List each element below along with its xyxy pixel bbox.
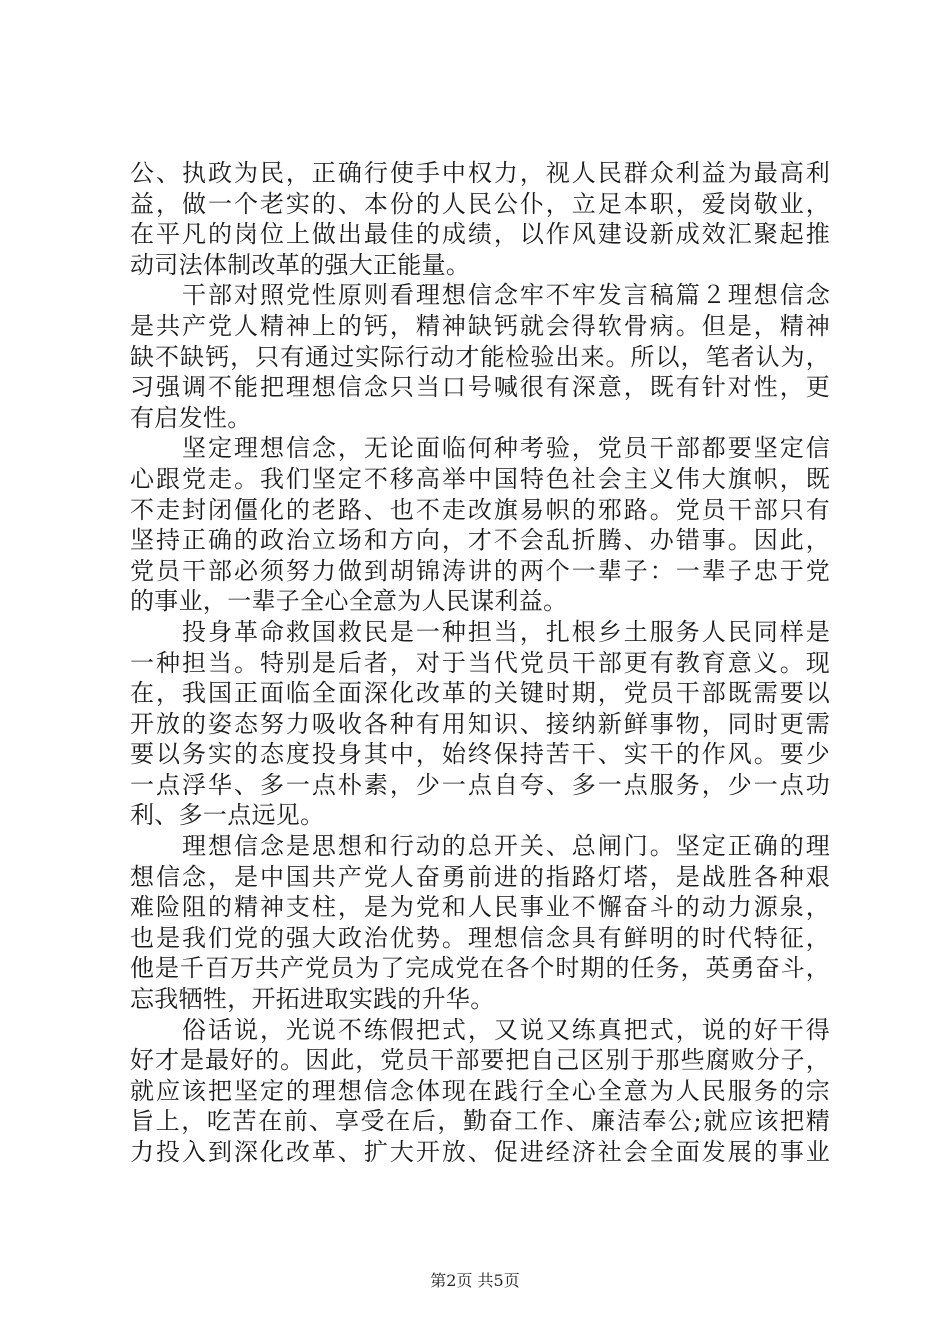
- text-line: 难险阻的精神支柱，是为党和人民事业不懈奋斗的动力源泉，: [130, 893, 830, 922]
- page-footer: [0, 1268, 950, 1291]
- text-line: 一点浮华、多一点朴素，少一点自夸、多一点服务，少一点功: [130, 770, 830, 799]
- paragraph: [130, 433, 830, 617]
- text-line: 利、多一点远见。: [130, 801, 325, 830]
- text-line: 俗话说，光说不练假把式，又说又练真把式，说的好干得: [182, 1015, 830, 1044]
- text-line: 想信念，是中国共产党人奋勇前进的指路灯塔，是战胜各种艰: [130, 862, 830, 891]
- paragraph: [130, 158, 830, 280]
- text-line: 要以务实的态度投身其中，始终保持苦干、实干的作风。要少: [130, 740, 830, 769]
- text-line: 好才是最好的。因此，党员干部要把自己区别于那些腐败分子，: [130, 1046, 830, 1075]
- text-line: 干部对照党性原则看理想信念牢不牢发言稿篇２理想信念: [182, 281, 830, 310]
- paragraph: [130, 1015, 830, 1168]
- text-line: 缺不缺钙，只有通过实际行动才能检验出来。所以，笔者认为，: [130, 342, 830, 371]
- paragraph: [130, 831, 830, 1015]
- paragraph: [130, 280, 830, 433]
- text-line: 党员干部必须努力做到胡锦涛讲的两个一辈子：一辈子忠于党: [130, 556, 830, 585]
- text-line: 益，做一个老实的、本份的人民公仆，立足本职，爱岗敬业，: [130, 189, 830, 218]
- text-line: 投身革命救国救民是一种担当，扎根乡土服务人民同样是: [182, 617, 830, 646]
- page-number-label: 第2页 共5页: [430, 1271, 520, 1290]
- text-line: 就应该把坚定的理想信念体现在践行全心全意为人民服务的宗: [130, 1076, 830, 1105]
- text-line: 心跟党走。我们坚定不移高举中国特色社会主义伟大旗帜，既: [130, 464, 830, 493]
- text-line: 在，我国正面临全面深化改革的关键时期，党员干部既需要以: [130, 679, 830, 708]
- text-line: 在平凡的岗位上做出最佳的成绩，以作风建设新成效汇聚起推: [130, 220, 830, 249]
- paragraph: [130, 617, 830, 831]
- text-line: 力投入到深化改革、扩大开放、促进经济社会全面发展的事业: [130, 1138, 830, 1166]
- text-line: 开放的姿态努力吸收各种有用知识、接纳新鲜事物，同时更需: [130, 709, 830, 738]
- text-line: 动司法体制改革的强大正能量。: [130, 250, 471, 279]
- text-line: 坚持正确的政治立场和方向，才不会乱折腾、办错事。因此，: [130, 526, 830, 555]
- text-line: 他是千百万共产党员为了完成党在各个时期的任务，英勇奋斗，: [130, 954, 830, 983]
- text-line: 也是我们党的强大政治优势。理想信念具有鲜明的时代特征，: [130, 923, 830, 952]
- text-line: 是共产党人精神上的钙，精神缺钙就会得软骨病。但是，精神: [130, 311, 830, 340]
- text-line: 一种担当。特别是后者，对于当代党员干部更有教育意义。现: [130, 648, 830, 677]
- text-line: 有启发性。: [130, 403, 252, 432]
- text-line: 理想信念是思想和行动的总开关、总闸门。坚定正确的理: [182, 832, 830, 861]
- text-line: 不走封闭僵化的老路、也不走改旗易帜的邪路。党员干部只有: [130, 495, 830, 524]
- text-line: 忘我牺牲，开拓进取实践的升华。: [130, 985, 495, 1014]
- text-line: 的事业，一辈子全心全意为人民谋利益。: [130, 587, 568, 616]
- text-line: 习强调不能把理想信念只当口号喊很有深意，既有针对性，更: [130, 373, 830, 402]
- document-body: [130, 158, 830, 1168]
- text-line: 坚定理想信念，无论面临何种考验，党员干部都要坚定信: [182, 434, 830, 463]
- text-line: 旨上，吃苦在前、享受在后，勤奋工作、廉洁奉公;就应该把精: [130, 1107, 830, 1136]
- text-line: 公、执政为民，正确行使手中权力，视人民群众利益为最高利: [130, 159, 830, 187]
